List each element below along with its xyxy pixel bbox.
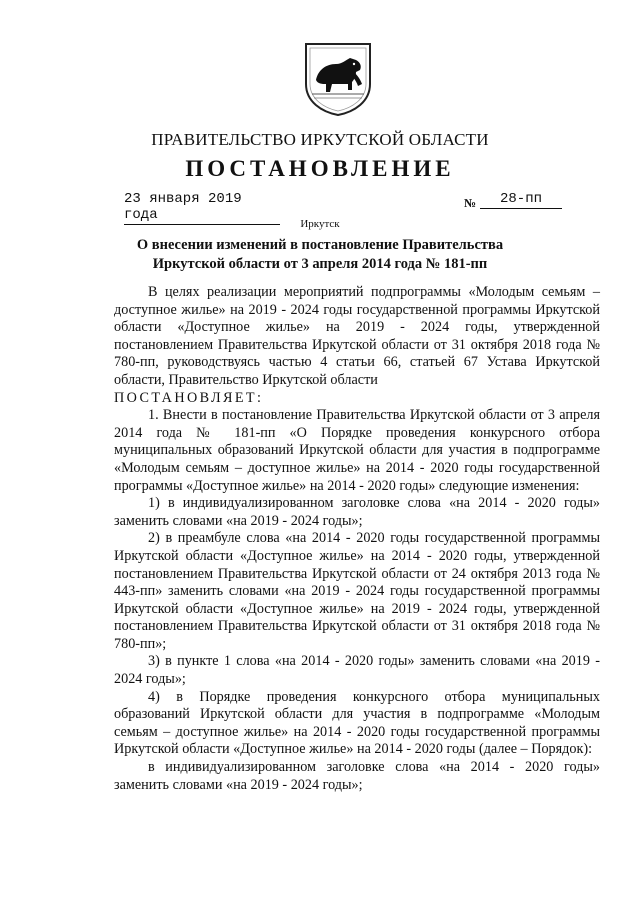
document-date: 23 января 2019 года xyxy=(124,191,280,225)
paragraph-1-item-2: 2) в преамбуле слова «на 2014 - 2020 годы государственной программы Иркутской области «Доступное жилье» на 2014 - 2020 годы, утвержденной постановлением Правительства Иркутской области от 24 октября 2013 года № 443-пп» заменить словами «на 2019 - 2024 годы государственной программы Иркутской области «Доступное жилье» на 2019 - 2024 годы, утвержденной постановлением Правительства Иркутской области от 31 октября 2018 года № 780-пп»; xyxy=(114,530,600,652)
document-body xyxy=(114,284,600,794)
preamble-paragraph: В целях реализации мероприятий подпрограммы «Молодым семьям – доступное жилье» на 2019 - 2024 годы государственной программы Иркутской области «Доступное жилье» на 2019 - 2024 годы, утвержденной постановлением Правительства Иркутской области от 31 октября 2018 года № 780-пп, руководствуясь частью 4 статьи 66, статьей 67 Устава Иркутской области, Правительство Иркутской области xyxy=(114,284,600,388)
document-title: О внесении изменений в постановление Правительства Иркутской области от 3 апреля 2014 года № 181-пп xyxy=(136,237,504,272)
city: Иркутск xyxy=(300,218,340,230)
irkutsk-coat-of-arms-icon xyxy=(302,40,374,116)
document-number: 28-пп xyxy=(480,191,562,209)
government-name: ПРАВИТЕЛЬСТВО ИРКУТСКОЙ ОБЛАСТИ xyxy=(151,130,489,149)
number-sign: № xyxy=(464,196,477,210)
paragraph-1: 1. Внести в постановление Правительства Иркутской области от 3 апреля 2014 года № 181-пп «О Порядке проведения конкурсного отбора муниципальных образований Иркутской области для участия в подпрограмме «Молодым семьям – доступное жилье» на 2014 - 2020 годы государственной программы «Доступное жилье» на 2014 - 2020 годы» следующие изменения: xyxy=(114,407,600,494)
resolves-heading: ПОСТАНОВЛЯЕТ: xyxy=(114,389,264,406)
paragraph-1-item-3: 3) в пункте 1 слова «на 2014 - 2020 годы» заменить словами «на 2019 - 2024 годы»; xyxy=(114,653,600,688)
paragraph-1-item-4: 4) в Порядке проведения конкурсного отбора муниципальных образований Иркутской области для участия в подпрограмме «Молодым семьям – доступное жилье» на 2014 - 2020 годы государственной программы Иркутской области «Доступное жилье» на 2014 - 2020 годы (далее – Порядок): xyxy=(114,688,600,758)
document-type: ПОСТАНОВЛЕНИЕ xyxy=(185,156,455,181)
paragraph-1-item-4a: в индивидуализированном заголовке слова «на 2014 - 2020 годы» заменить словами «на 2019 - 2024 годы»; xyxy=(114,759,600,793)
paragraph-1-item-1: 1) в индивидуализированном заголовке слова «на 2014 - 2020 годы» заменить словами «на 2019 - 2024 годы»; xyxy=(114,495,600,529)
